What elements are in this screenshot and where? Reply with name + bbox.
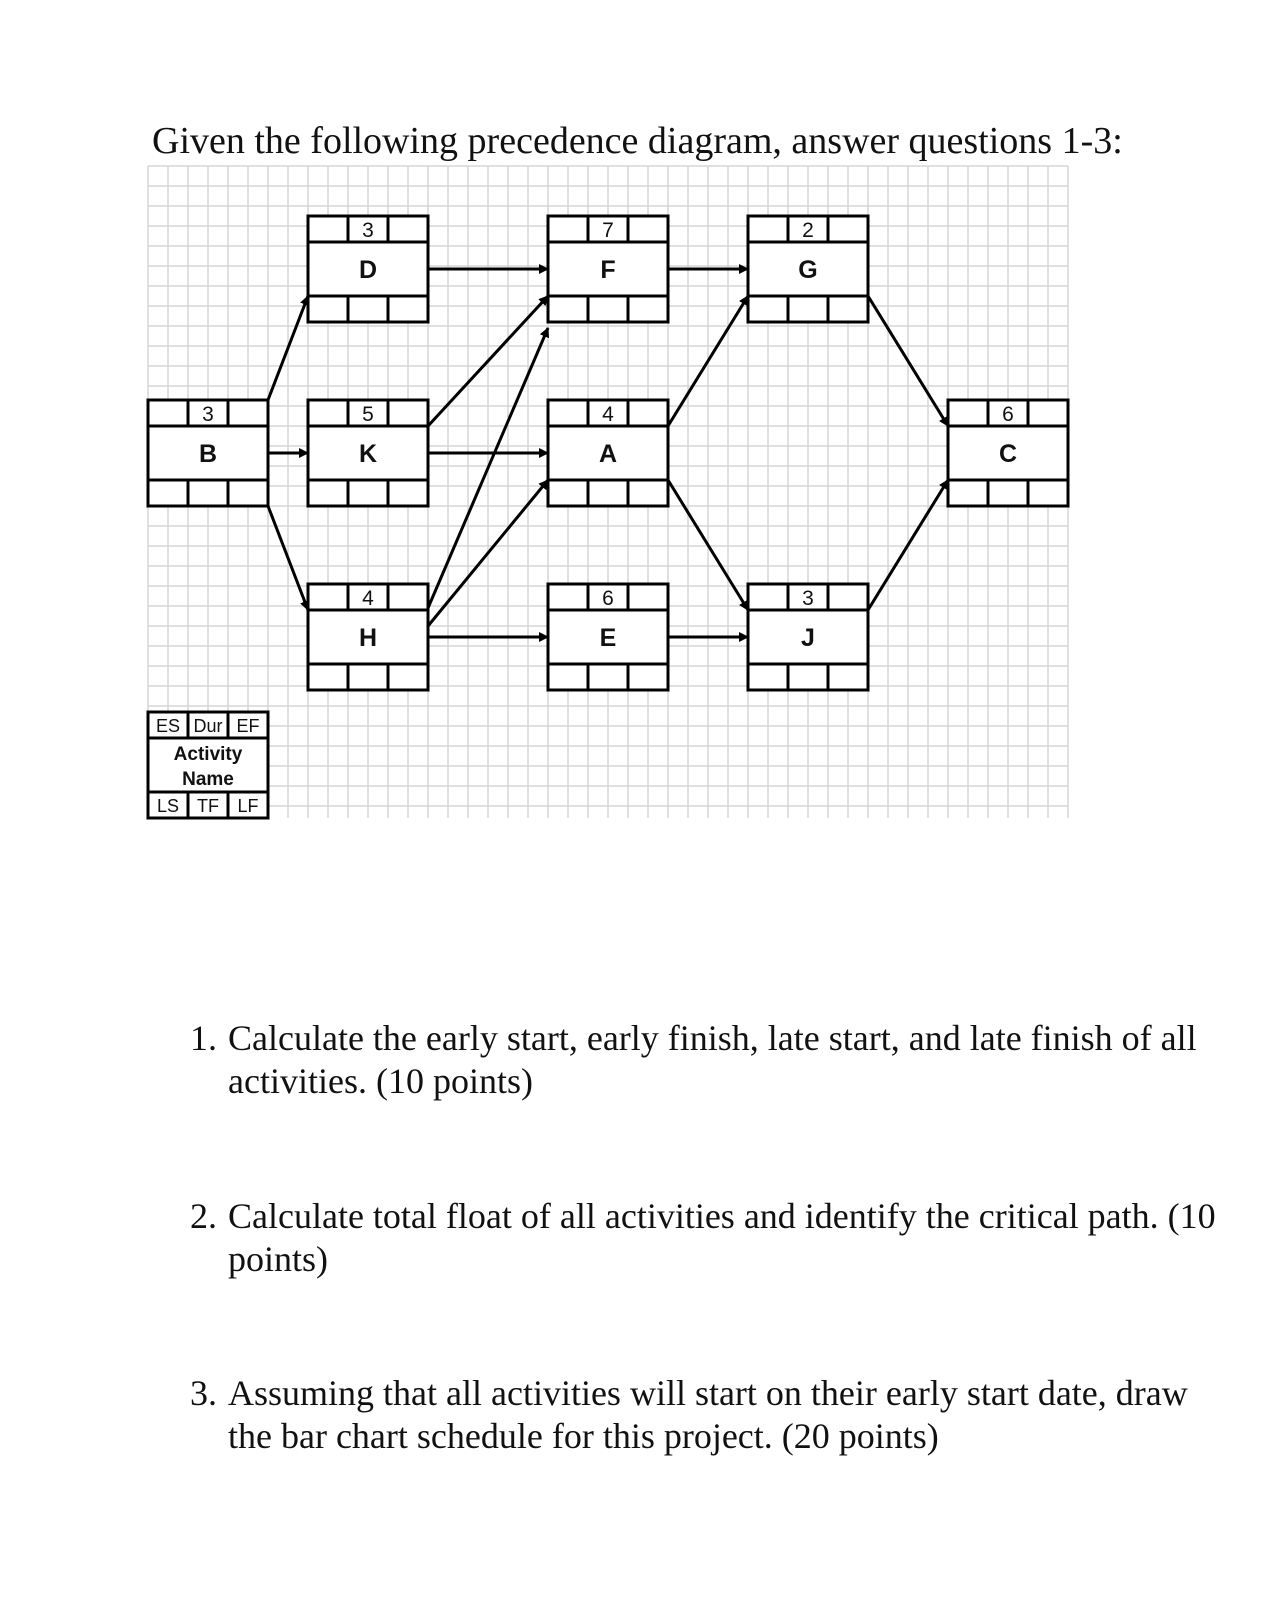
activity-node-g [748, 216, 868, 322]
question-text: Assuming that all activities will start on their early start date, draw the bar chart schedule for this project. (20 points) [228, 1373, 1188, 1456]
activity-duration: 4 [362, 587, 374, 610]
question-2 [190, 1195, 1240, 1281]
activity-name: B [198, 440, 218, 468]
question-number: 2. [190, 1196, 217, 1236]
activity-duration: 2 [802, 219, 814, 242]
activity-duration: 3 [202, 403, 214, 426]
legend-tf: TF [197, 796, 219, 816]
activity-node-d [308, 216, 428, 322]
activity-node-k [308, 400, 428, 506]
question-text: Calculate the early start, early finish, late start, and late finish of all activities. (10 points) [228, 1018, 1197, 1101]
legend-lf: LF [237, 796, 259, 816]
activity-duration: 6 [1002, 403, 1014, 426]
activity-node-h [308, 584, 428, 690]
question-number: 1. [190, 1018, 217, 1058]
legend-ls: LS [156, 796, 180, 816]
activity-duration: 6 [602, 587, 614, 610]
page-heading: Given the following precedence diagram, answer questions 1-3: [152, 120, 1123, 162]
activity-node-c [948, 400, 1068, 506]
activity-duration: 5 [362, 403, 374, 426]
activity-duration: 3 [802, 587, 814, 610]
legend-es: ES [155, 716, 181, 736]
question-number: 3. [190, 1373, 217, 1413]
activity-duration: 4 [602, 403, 614, 426]
activity-node-e [548, 584, 668, 690]
node-legend [148, 712, 268, 818]
activity-node-b [148, 400, 268, 506]
activity-node-f [548, 216, 668, 322]
activity-name: F [600, 256, 616, 284]
activity-duration: 7 [602, 219, 614, 242]
activity-duration: 3 [362, 219, 374, 242]
question-1 [190, 1017, 1240, 1103]
activity-name: A [598, 440, 618, 468]
question-text: Calculate total float of all activities and identify the critical path. (10 points) [228, 1196, 1216, 1279]
activity-name: E [599, 624, 617, 652]
activity-name: K [358, 440, 378, 468]
activity-node-j [748, 584, 868, 690]
legend-ef: EF [236, 716, 260, 736]
legend-name-line1: Activity [173, 744, 243, 765]
activity-name: C [998, 440, 1018, 468]
activity-name: H [358, 624, 378, 652]
activity-node-a [548, 400, 668, 506]
activity-name: J [801, 624, 815, 652]
legend-name-line2: Name [182, 769, 234, 790]
activity-name: D [358, 256, 378, 284]
question-3 [190, 1372, 1240, 1458]
activity-name: G [798, 256, 818, 284]
legend-dur: Dur [193, 716, 223, 736]
